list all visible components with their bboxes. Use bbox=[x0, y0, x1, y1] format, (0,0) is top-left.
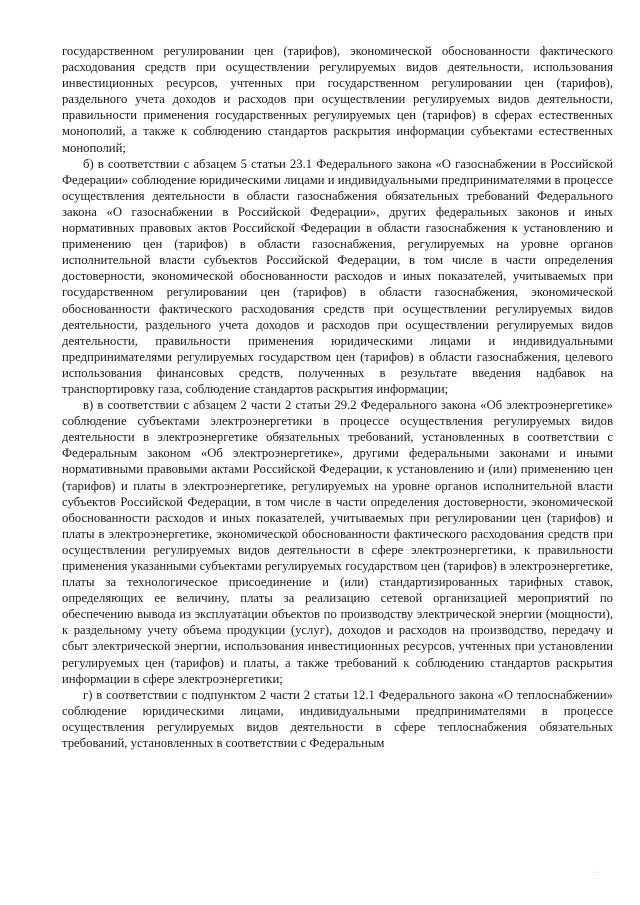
paragraph-continuation: государственном регулировании цен (тарифов), экономической обоснованности фактического расходования средств при осуществлении регулируемых видов деятельности, использования инвестиционных ресурсов, учтенных при государственном регулировании цен (тарифов), раздельного учета доходов и расходов при осуществлении регулируемых видов деятельности, правильности применения государственных регулируемых цен (тарифов) в сферах естественных монополий, а также к соблюдению стандартов раскрытия информации субъектами естественных монополий; bbox=[62, 44, 613, 155]
paragraph-v: в) в соответствии с абзацем 2 части 2 статьи 29.2 Федерального закона «Об электроэнергетике» соблюдение субъектами электроэнергетики в процессе осуществления регулируемых видов деятельности в электроэнергетике обязательных требований, установленных в соответствии с Федеральным законом «Об электроэнергетике», другими федеральными законами и иными нормативными правовыми актами Российской Федерации, к установлению и (или) применению цен (тарифов) и платы в электроэнергетике, регулируемых на уровне органов исполнительной власти субъектов Российской Федерации, в том числе в части определения достоверности, экономической обоснованности расходов и иных показателей, учитываемых при регулировании цен (тарифов) и платы в электроэнергетике, экономической обоснованности фактического расходования средств при осуществлении регулируемых видов деятельности в сфере электроэнергетики, к правильности применения указанными субъектами регулируемых государством цен (тарифов) в электроэнергетике, платы за технологическое присоединение и (или) стандартизированных тарифных ставок, определяющих ее величину, платы за реализацию сетевой организацией мероприятий по обеспечению вывода из эксплуатации объектов по производству электрической энергии (мощности), к раздельному учету объема продукции (услуг), доходов и расходов на производство, передачу и сбыт электрической энергии, использования инвестиционных ресурсов, учтенных при установлении регулируемых цен (тарифов) и платы, а также требований к соблюдению стандартов раскрытия информации в сфере электроэнергетики; bbox=[62, 398, 613, 686]
paragraph-g: г) в соответствии с подпунктом 2 части 2 статьи 12.1 Федерального закона «О теплоснабжении» соблюдение юридическими лицами, индивидуальными предпринимателями в процессе осуществления регулируемых видов деятельности в сфере теплоснабжения обязательных требований, установленных в соответствии с Федеральным bbox=[62, 687, 613, 751]
document-body bbox=[62, 43, 613, 751]
paragraph-b: б) в соответствии с абзацем 5 статьи 23.1 Федерального закона «О газоснабжении в Российской Федерации» соблюдение юридическими лицами и индивидуальными предпринимателями в процессе осуществления деятельности в области газоснабжения обязательных требований Федерального закона «О газоснабжении в Российской Федерации», других федеральных законов и иных нормативных правовых актов Российской Федерации в области газоснабжения к установлению и применению цен (тарифов) в области газоснабжения, регулируемых на уровне органов исполнительной власти субъектов Российской Федерации, в том числе в части определения достоверности, экономической обоснованности расходов и иных показателей, учитываемых при государственном регулировании цен (тарифов) в области газоснабжения, экономической обоснованности фактического расходования средств при осуществлении регулируемых видов деятельности, раздельного учета доходов и расходов при осуществлении регулируемых видов деятельности, правильности применения юридическими лицами и индивидуальными предпринимателями регулируемых государством цен (тарифов) в области газоснабжения, целевого использования финансовых средств, полученных в результате введения надбавок на транспортировку газа, соблюдение стандартов раскрытия информации; bbox=[62, 156, 613, 396]
scan-speck-mark: ·:· bbox=[594, 870, 600, 877]
